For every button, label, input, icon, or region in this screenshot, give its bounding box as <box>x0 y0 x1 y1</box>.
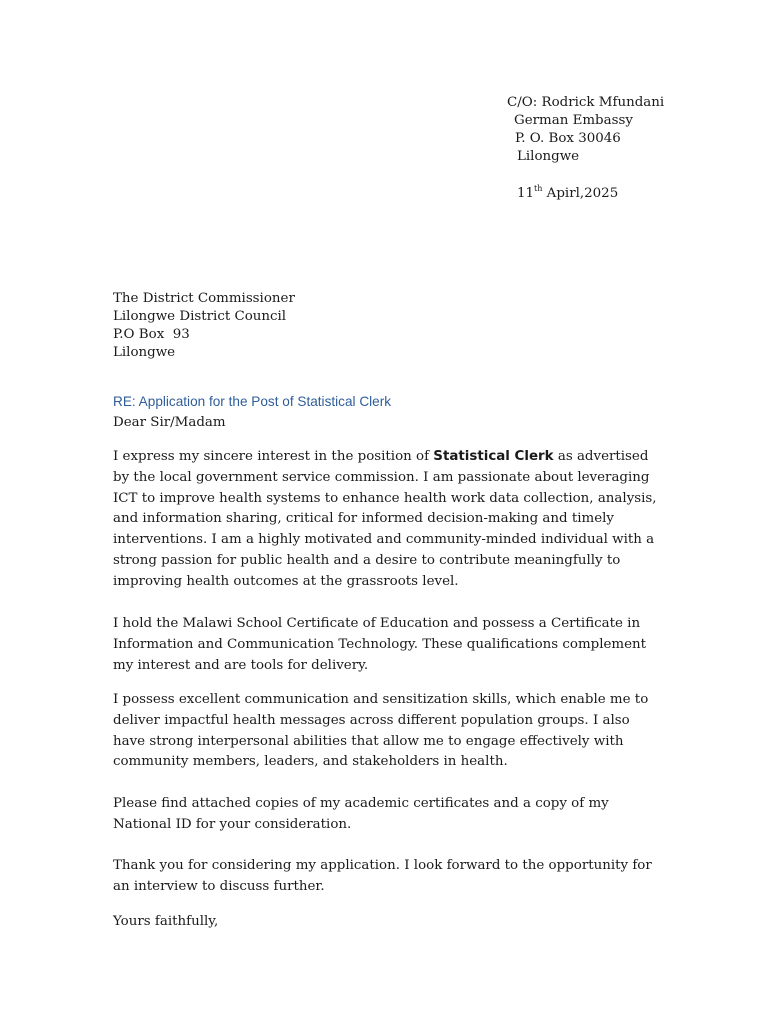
subject-heading: RE: Application for the Post of Statistical Clerk <box>113 394 392 409</box>
body-paragraph-1 <box>113 447 661 593</box>
sender-city: Lilongwe <box>517 149 580 164</box>
p2-text: I hold the Malawi School Certificate of Education and possess a Certificate in Information and Communication Technology. These qualifications complement my interest and are tools for delivery. <box>113 616 647 673</box>
body-paragraph-4 <box>113 794 661 836</box>
sender-co-line: C/O: Rodrick Mfundani <box>507 95 665 110</box>
recipient-po-box: P.O Box 93 <box>113 327 190 342</box>
body-paragraph-5 <box>113 856 661 898</box>
sender-po-box: P. O. Box 30046 <box>515 131 621 146</box>
recipient-title: The District Commissioner <box>113 291 295 306</box>
p3-text: I possess excellent communication and sensitization skills, which enable me to deliver impactful health messages across different population groups. I also have strong interpersonal abilities that allow me to engage effectively with community members, leaders, and stakeholders in health. <box>113 692 649 770</box>
body-paragraph-2 <box>113 614 661 676</box>
sender-organization: German Embassy <box>514 113 633 128</box>
p4-text: Please find attached copies of my academic certificates and a copy of my National ID for your consideration. <box>113 796 609 832</box>
closing: Yours faithfully, <box>113 914 219 929</box>
salutation: Dear Sir/Madam <box>113 415 226 430</box>
p5-text: Thank you for considering my application. I look forward to the opportunity for an interview to discuss further. <box>113 858 652 894</box>
date-suffix: th <box>534 184 543 193</box>
recipient-city: Lilongwe <box>113 345 176 360</box>
date-rest: Apirl,2025 <box>542 186 619 201</box>
letter-date <box>517 185 618 203</box>
date-day: 11 <box>517 186 535 201</box>
body-paragraph-3 <box>113 690 661 773</box>
position-title: Statistical Clerk <box>433 449 554 464</box>
p1-text-before: I express my sincere interest in the position of <box>113 449 434 464</box>
p1-text-after: as advertised by the local government service commission. I am passionate about leveraging ICT to improve health systems to enhance health work data collection, analysis, and information sharing, critical for informed decision-making and timely interventions. I am a highly motivated and community-minded individual with a strong passion for public health and a desire to contribute meaningfully to improving health outcomes at the grassroots level. <box>113 449 657 589</box>
recipient-council: Lilongwe District Council <box>113 309 287 324</box>
